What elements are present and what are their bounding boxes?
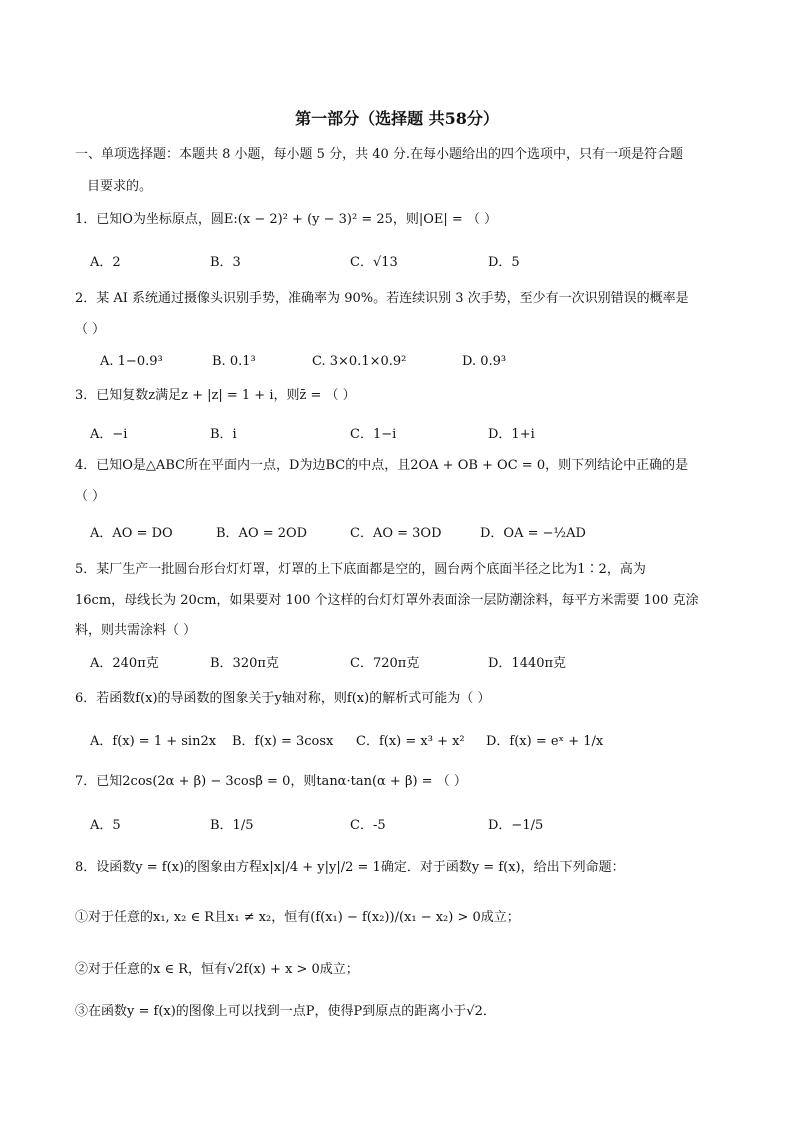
q6-option-b: B．f(x) = 3cosx xyxy=(232,734,334,749)
q6-option-a: A．f(x) = 1 + sin2x xyxy=(90,734,217,749)
q7-option-a: A．5 xyxy=(90,818,121,833)
q3-option-a: A．−i xyxy=(90,427,128,442)
q1-option-d: D．5 xyxy=(488,255,520,270)
q5-stem-line-3: 料，则共需涂料（ ） xyxy=(75,623,197,638)
q6-option-d: D．f(x) = eˣ + 1/x xyxy=(486,734,604,749)
q6-stem: 6．若函数f(x)的导函数的图象关于y轴对称，则f(x)的解析式可能为（ ） xyxy=(75,691,491,706)
q6-option-c: C．f(x) = x³ + x² xyxy=(356,734,465,749)
q2-option-a: A. 1−0.9³ xyxy=(100,354,163,369)
instructions-line-1: 一、单项选择题：本题共 8 小题，每小题 5 分，共 40 分.在每小题给出的四个选项中，只有一项是符合题 xyxy=(75,147,684,162)
q5-option-b: B．320π克 xyxy=(210,656,279,671)
q5-option-c: C．720π克 xyxy=(350,656,420,671)
q4-stem-line-1: 4．已知O是△ABC所在平面内一点，D为边BC的中点，且2OA + OB + OC = 0，则下列结论中正确的是 xyxy=(75,458,689,473)
q7-option-c: C．-5 xyxy=(350,818,386,833)
q1-option-c: C．√13 xyxy=(350,255,398,270)
q7-stem: 7．已知2cos(2α + β) − 3cosβ = 0，则tanα·tan(α + β) = （ ） xyxy=(75,774,467,789)
q5-option-d: D．1440π克 xyxy=(488,656,567,671)
q7-option-b: B．1/5 xyxy=(210,818,254,833)
q5-stem-line-1: 5．某厂生产一批圆台形台灯灯罩，灯罩的上下底面都是空的，圆台两个底面半径之比为1∶2，高为 xyxy=(75,562,646,577)
q8-proposition-3: ③在函数y = f(x)的图像上可以找到一点P，使得P到原点的距离小于√2． xyxy=(75,1004,496,1019)
q2-option-c: C. 3×0.1×0.9² xyxy=(312,354,407,369)
q4-option-b: B．AO = 2OD xyxy=(216,526,308,541)
q3-option-d: D．1+i xyxy=(488,427,535,442)
section-title: 第一部分（选择题 共58分） xyxy=(295,109,499,128)
q2-stem-line-2: （ ） xyxy=(75,322,106,337)
q8-proposition-1: ①对于任意的x₁, x₂ ∈ R且x₁ ≠ x₂，恒有(f(x₁) − f(x₂))/(x₁ − x₂) > 0成立； xyxy=(75,910,520,925)
q4-stem-line-2: （ ） xyxy=(75,489,106,504)
q8-proposition-2: ②对于任意的x ∈ R，恒有√2f(x) + x > 0成立； xyxy=(75,962,359,977)
q1-option-b: B．3 xyxy=(210,255,241,270)
q7-option-d: D．−1/5 xyxy=(488,818,544,833)
q1-option-a: A．2 xyxy=(90,255,121,270)
q4-option-a: A．AO = DO xyxy=(90,526,173,541)
q8-stem: 8．设函数y = f(x)的图象由方程x|x|/4 + y|y|/2 = 1确定．对于函数y = f(x)，给出下列命题： xyxy=(75,860,625,875)
q1-stem: 1．已知O为坐标原点，圆E:(x − 2)² + (y − 3)² = 25，则|OE| = （ ） xyxy=(75,212,498,227)
q5-stem-line-2: 16cm，母线长为 20cm，如果要对 100 个这样的台灯灯罩外表面涂一层防潮涂料，每平方米需要 100 克涂 xyxy=(75,593,699,608)
q5-option-a: A．240π克 xyxy=(90,656,159,671)
q3-option-c: C．1−i xyxy=(350,427,397,442)
q2-option-b: B. 0.1³ xyxy=(212,354,256,369)
q2-option-d: D. 0.9³ xyxy=(462,354,507,369)
q4-option-d: D．OA = −½AD xyxy=(480,526,586,541)
q4-option-c: C．AO = 3OD xyxy=(350,526,442,541)
q2-stem-line-1: 2．某 AI 系统通过摄像头识别手势，准确率为 90%。若连续识别 3 次手势，至少有一次识别错误的概率是 xyxy=(75,291,689,306)
q3-stem: 3．已知复数z满足z + |z| = 1 + i，则z̄ = （ ） xyxy=(75,388,356,403)
q3-option-b: B．i xyxy=(210,427,237,442)
instructions-line-2: 目要求的。 xyxy=(87,179,153,194)
